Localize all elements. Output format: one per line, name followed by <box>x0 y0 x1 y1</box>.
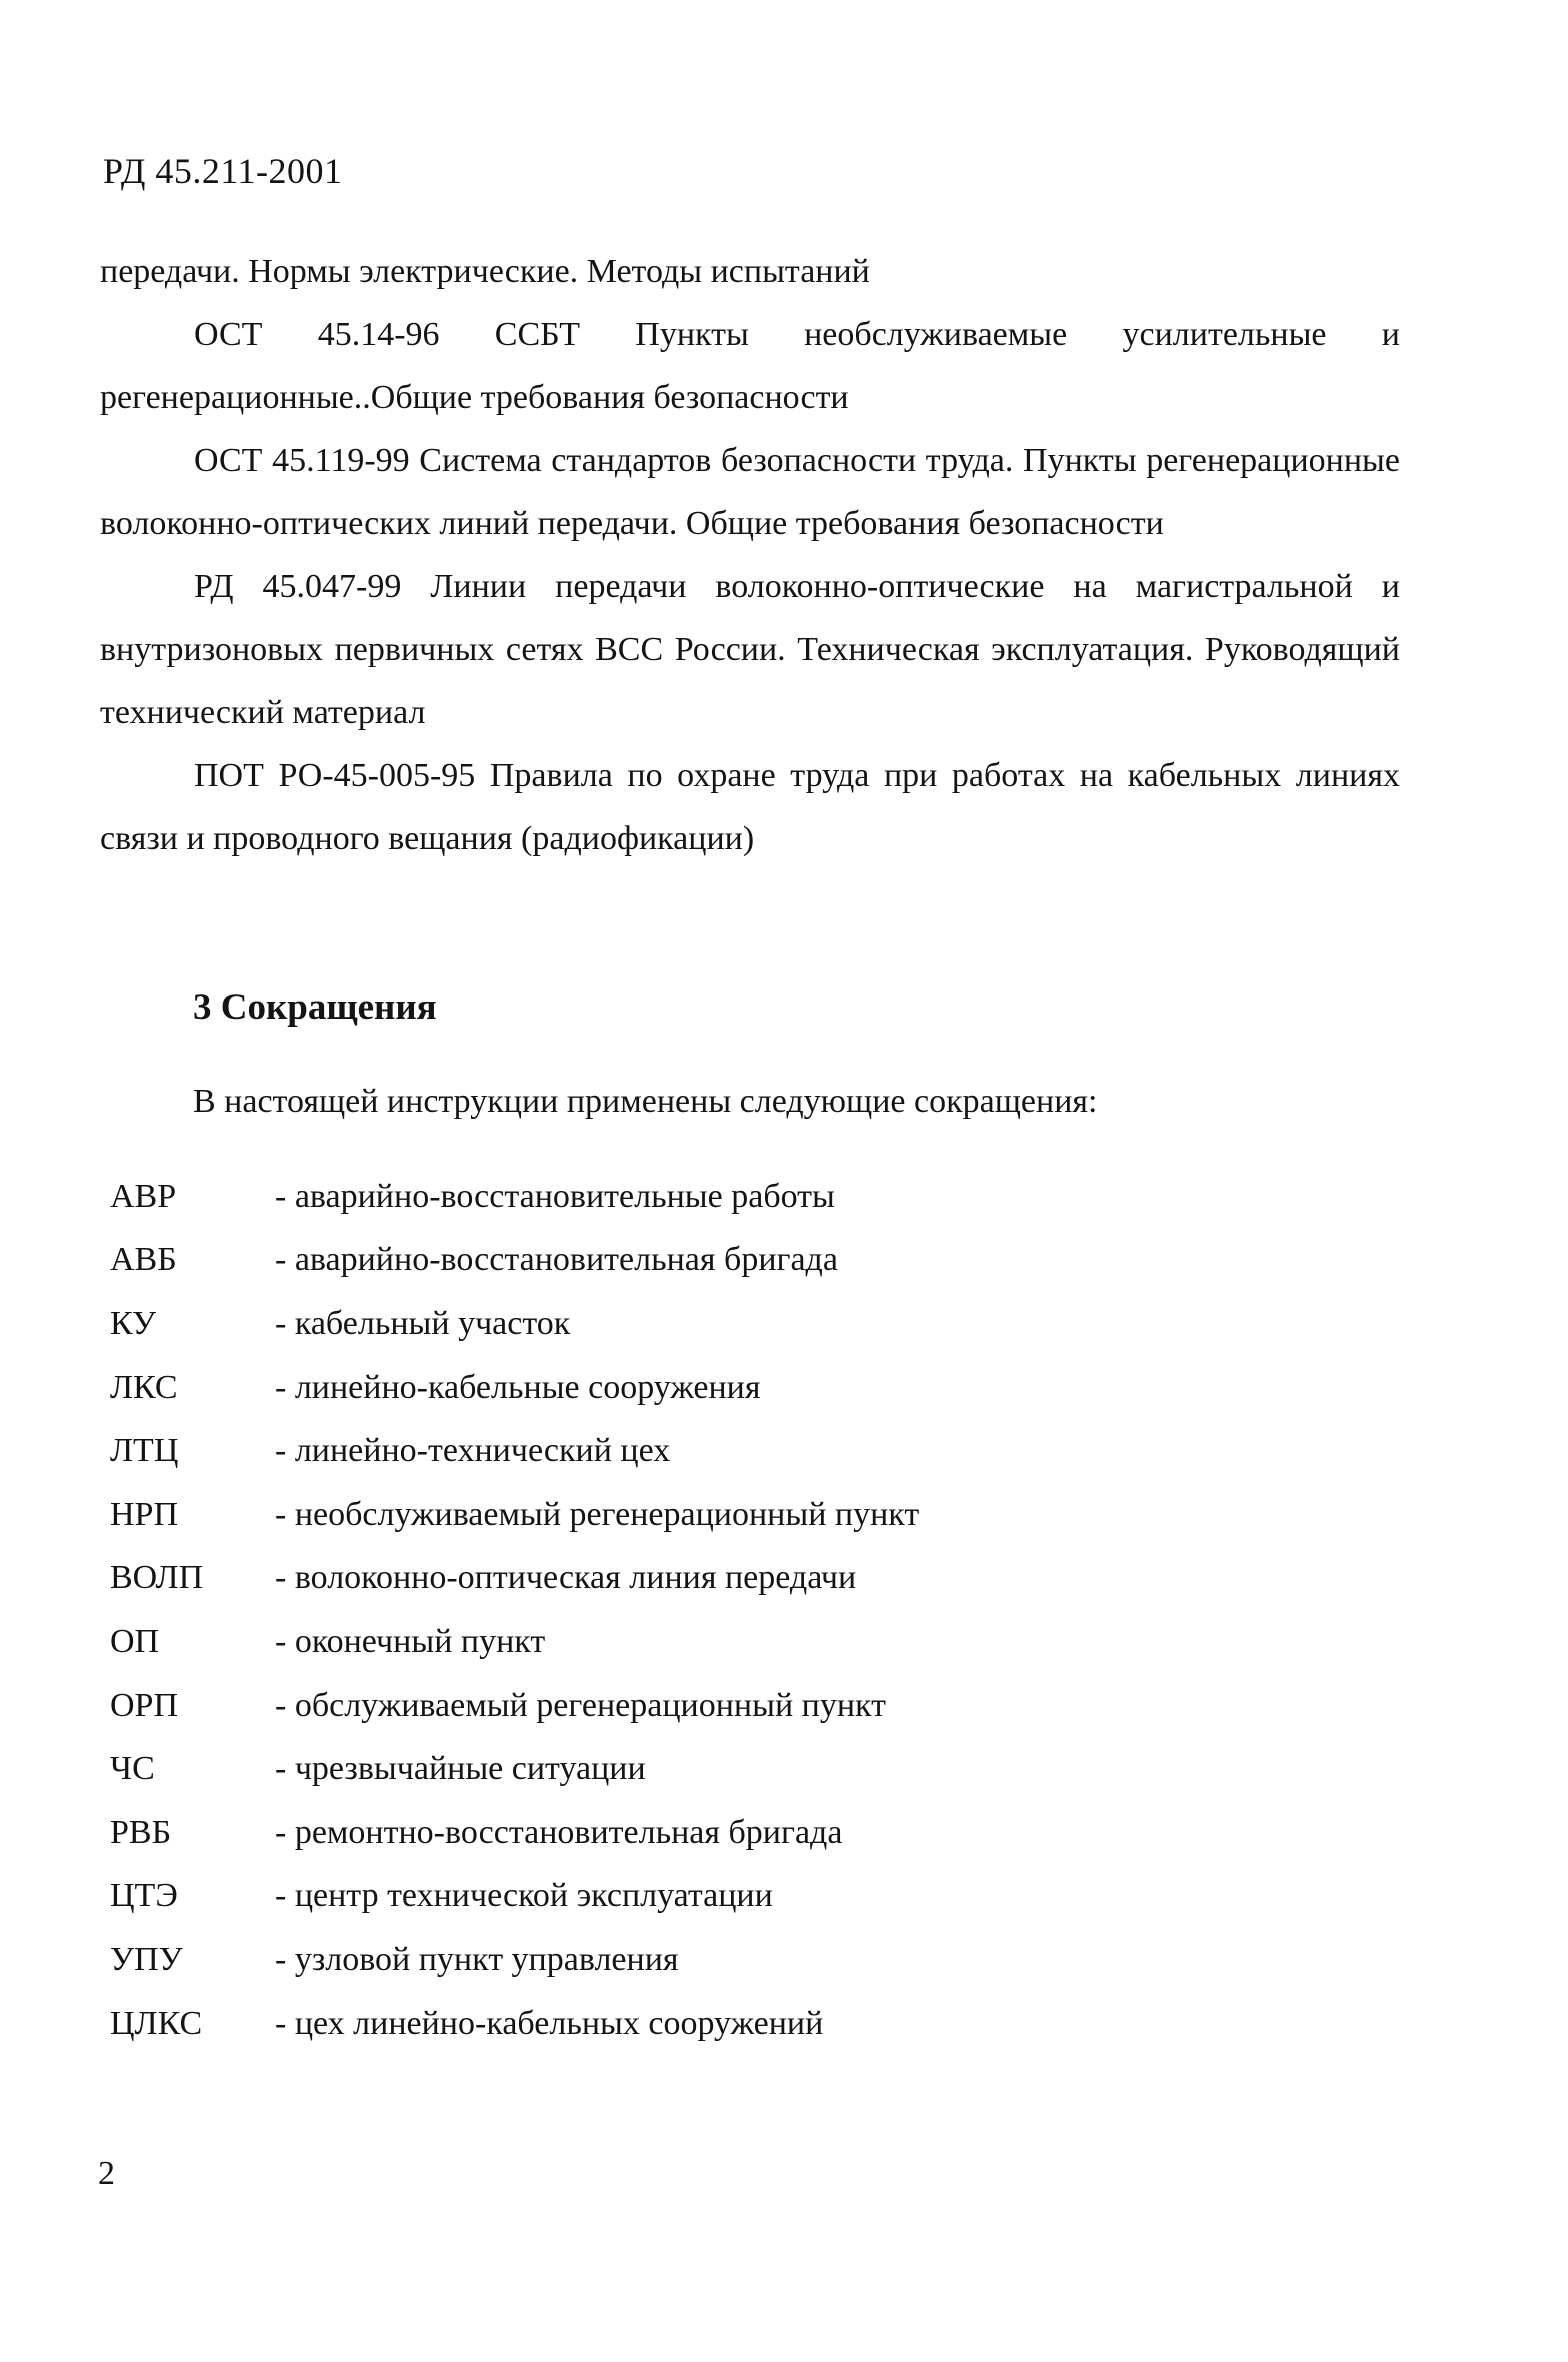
document-code-header: РД 45.211-2001 <box>103 151 343 191</box>
abbreviation-definition: - чрезвычайные ситуации <box>275 1750 646 1788</box>
reference-paragraph: ОСТ 45.14-96 ССБТ Пункты необслуживаемые усилительные и регенерационные..Общие требования безопасности <box>100 316 1400 416</box>
section-title: 3 Сокращения <box>193 987 437 1028</box>
abbreviation-term: ВОЛП <box>110 1559 204 1597</box>
abbreviation-row <box>110 1737 919 1801</box>
abbreviation-definition: - линейно-технический цех <box>275 1432 671 1470</box>
abbreviation-row <box>110 1483 919 1547</box>
abbreviation-term: АВР <box>110 1177 177 1215</box>
abbreviation-term: КУ <box>110 1304 157 1342</box>
section-intro: В настоящей инструкции применены следующие сокращения: <box>193 1083 1098 1120</box>
references-block <box>100 240 1400 870</box>
abbreviation-term: РВБ <box>110 1813 172 1851</box>
reference-paragraph: ПОТ РО-45-005-95 Правила по охране труда при работах на кабельных линиях связи и проводного вещания (радиофикации) <box>100 757 1400 857</box>
abbreviation-term: ЛКС <box>110 1368 178 1406</box>
abbreviation-definition: - обслуживаемый регенерационный пункт <box>275 1686 886 1724</box>
abbreviation-row <box>110 1865 919 1929</box>
abbreviation-definition: - узловой пункт управления <box>275 1940 679 1978</box>
reference-paragraph: ОСТ 45.119-99 Система стандартов безопасности труда. Пункты регенерационные волоконно-оптических линий передачи. Общие требования безопасности <box>100 442 1400 542</box>
abbreviation-definition: - кабельный участок <box>275 1304 571 1342</box>
abbreviation-term: НРП <box>110 1495 179 1533</box>
abbreviation-definition: - линейно-кабельные сооружения <box>275 1368 761 1406</box>
abbreviation-row <box>110 1292 919 1356</box>
abbreviation-definition: - аварийно-восстановительные работы <box>275 1177 835 1215</box>
abbreviation-row <box>110 1419 919 1483</box>
abbreviation-term: ЛТЦ <box>110 1432 179 1470</box>
abbreviation-definition: - оконечный пункт <box>275 1622 546 1660</box>
abbreviation-term: ЦЛКС <box>110 2004 203 2042</box>
reference-paragraph: передачи. Нормы электрические. Методы испытаний <box>100 253 870 290</box>
abbreviation-row <box>110 1610 919 1674</box>
reference-paragraph: РД 45.047-99 Линии передачи волоконно-оптические на магистральной и внутризоновых первичных сетях ВСС России. Техническая эксплуатация. Руководящий технический материал <box>100 568 1400 731</box>
abbreviation-term: ОП <box>110 1622 160 1660</box>
abbreviation-term: ОРП <box>110 1686 179 1724</box>
abbreviation-definition: - необслуживаемый регенерационный пункт <box>275 1495 920 1533</box>
abbreviation-row <box>110 1992 919 2056</box>
abbreviation-term: УПУ <box>110 1940 183 1978</box>
abbreviation-row <box>110 1801 919 1865</box>
abbreviation-definition: - центр технической эксплуатации <box>275 1877 773 1915</box>
abbreviation-definition: - волоконно-оптическая линия передачи <box>275 1559 857 1597</box>
abbreviation-term: ЦТЭ <box>110 1877 178 1915</box>
abbreviation-term: АВБ <box>110 1241 177 1279</box>
abbreviation-definition: - аварийно-восстановительная бригада <box>275 1241 838 1279</box>
abbreviation-row <box>110 1229 919 1293</box>
abbreviation-row <box>110 1928 919 1992</box>
abbreviation-row <box>110 1356 919 1420</box>
abbreviation-row <box>110 1165 919 1229</box>
abbreviation-row <box>110 1547 919 1611</box>
abbreviation-definition: - ремонтно-восстановительная бригада <box>275 1813 843 1851</box>
abbreviations-list <box>110 1165 919 2055</box>
abbreviation-term: ЧС <box>110 1750 155 1788</box>
page-number: 2 <box>98 2155 115 2192</box>
abbreviation-row <box>110 1674 919 1738</box>
abbreviation-definition: - цех линейно-кабельных сооружений <box>275 2004 824 2042</box>
